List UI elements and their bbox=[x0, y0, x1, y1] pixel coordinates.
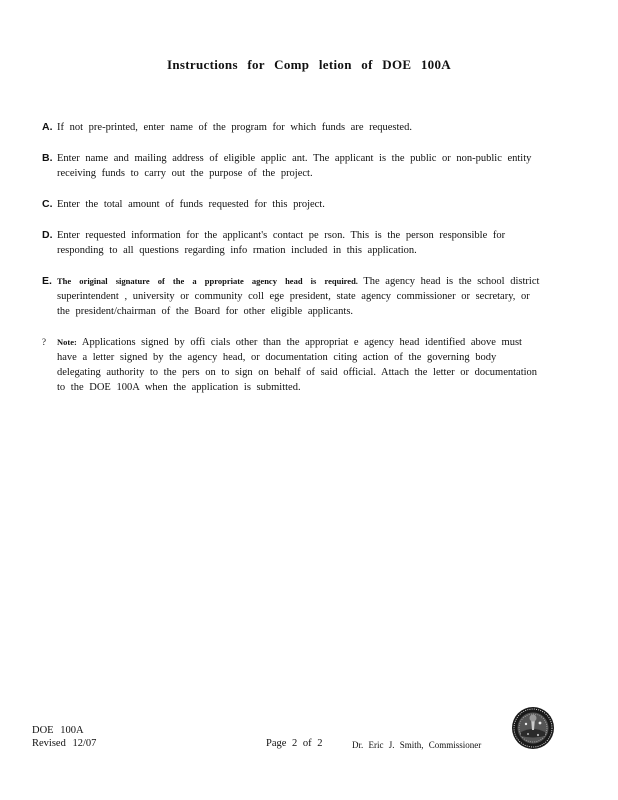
item-text bbox=[57, 274, 542, 319]
state-seal-icon bbox=[511, 706, 555, 750]
item-text: Enter the total amount of funds requested for this project. bbox=[57, 199, 325, 210]
item-letter: D. bbox=[42, 229, 53, 241]
instruction-item-d bbox=[42, 228, 542, 258]
note-bullet: ? bbox=[42, 337, 46, 347]
note-text bbox=[57, 335, 542, 395]
instruction-item-a bbox=[42, 120, 542, 135]
commissioner-name: Dr. Eric J. Smith, Commissioner bbox=[352, 740, 482, 750]
footer-form-info bbox=[32, 724, 96, 750]
page-title: Instructions for Comp letion of DOE 100A bbox=[167, 57, 451, 72]
instruction-item-c bbox=[42, 197, 542, 212]
note-body: Applications signed by offi cials other than the appropriat e agency head identified above must have a letter signed by the agency head, or documentation citing action of the governing body delegating authority to the pers on to sign on behalf of said official. Attach the letter or documentation to the DOE 100A when the application is submitted. bbox=[57, 337, 538, 393]
item-body-text: The agency head is the school district superintendent , university or community coll ege president, state agency commissioner or secretary, or the president/chairman of the Board for other eligible applicants. bbox=[57, 276, 540, 317]
item-text: Enter name and mailing address of eligible applic ant. The applicant is the public or non-public entity receiving funds to carry out the purpose of the project. bbox=[57, 153, 532, 179]
note-lead: Note: bbox=[57, 337, 77, 347]
instruction-item-b bbox=[42, 151, 542, 181]
item-lead-text: The original signature of the a ppropriate agency head is required. bbox=[57, 276, 358, 286]
revised-date: Revised 12/07 bbox=[32, 738, 97, 749]
item-letter: A. bbox=[42, 121, 53, 133]
item-letter: B. bbox=[42, 152, 53, 164]
page-number: Page 2 of 2 bbox=[266, 738, 323, 749]
item-text: Enter requested information for the applicant's contact pe rson. This is the person responsible for responding to all questions regarding info rmation included in this application. bbox=[57, 230, 506, 256]
form-id: DOE 100A bbox=[32, 725, 84, 736]
item-letter: E. bbox=[42, 275, 52, 287]
instruction-list bbox=[42, 120, 542, 411]
note-item bbox=[42, 335, 542, 395]
item-letter: C. bbox=[42, 198, 53, 210]
instruction-item-e bbox=[42, 274, 542, 319]
item-text: If not pre-printed, enter name of the program for which funds are requested. bbox=[57, 122, 412, 133]
